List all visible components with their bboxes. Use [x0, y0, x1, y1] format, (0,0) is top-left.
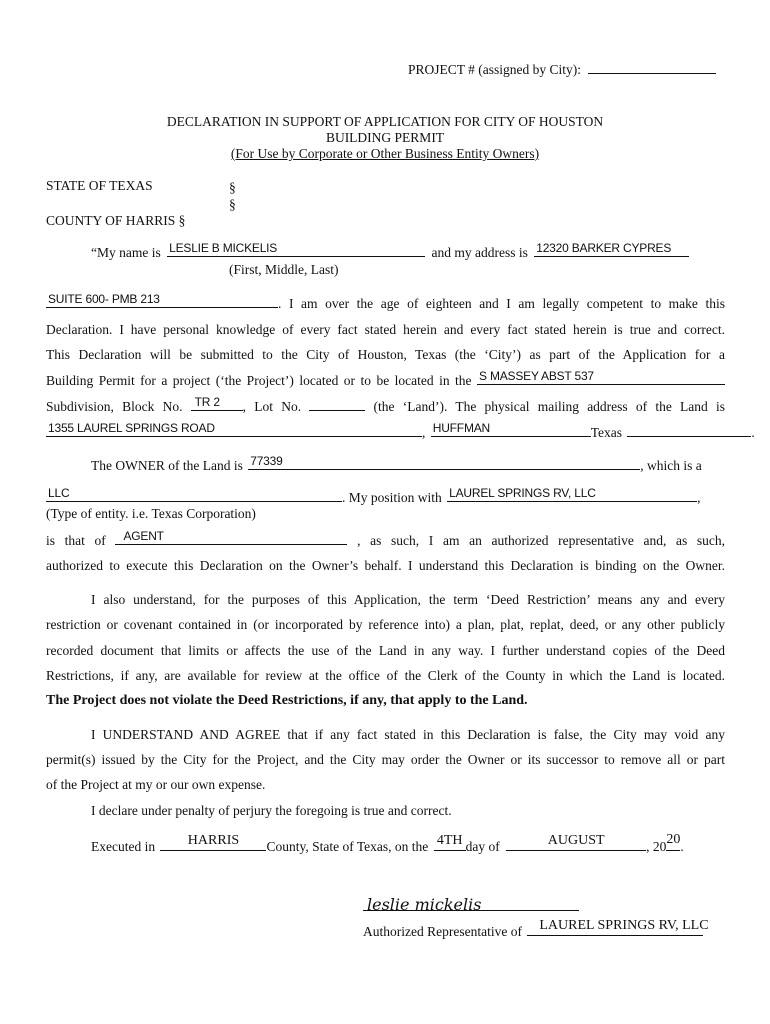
owner-field[interactable]	[248, 454, 640, 470]
county-field[interactable]	[160, 833, 266, 851]
deed-paragraph-line-1: I also understand, for the purposes of this Application, the term ‘Deed Restriction’ means any and every	[91, 592, 725, 607]
title-line-1: DECLARATION IN SUPPORT OF APPLICATION FOR CITY OF HOUSTON	[166, 114, 604, 129]
day-value: 4TH	[436, 833, 463, 848]
declaration-line: Declaration. I have personal knowledge of every fact stated herein and every fact stated herein is true and correct.	[46, 322, 725, 337]
deed-paragraph-line-2: restriction or covenant contained in (or incorporated by reference into) a plan, plat, replat, deed, or any other publicly	[46, 617, 725, 632]
year-suffix: .	[680, 839, 684, 854]
lot-label: , Lot No.	[242, 399, 302, 414]
authorized-rep-field[interactable]	[527, 918, 709, 936]
agree-line-3: of the Project at my or our own expense.	[46, 777, 266, 792]
agree-line-2: permit(s) issued by the City for the Project, and the City may order the Owner or its successor to remove all or part	[46, 752, 725, 767]
county-of-harris: COUNTY OF HARRIS §	[46, 213, 186, 228]
perjury-statement: I declare under penalty of perjury the foregoing is true and correct.	[91, 803, 452, 818]
year-field[interactable]	[666, 832, 681, 851]
address-value: 12320 BARKER CYPRES	[536, 241, 672, 255]
position-suffix: ,	[697, 490, 701, 505]
name-caption: (First, Middle, Last)	[229, 262, 339, 277]
my-name-prefix: “My name is	[91, 245, 161, 260]
land-address-field[interactable]	[46, 421, 422, 437]
year-prefix: , 20	[646, 839, 667, 854]
position-value: AGENT	[123, 529, 164, 543]
entity-caption: (Type of entity. i.e. Texas Corporation)	[46, 506, 256, 521]
deed-statement: The Project does not violate the Deed Restrictions, if any, that apply to the Land.	[46, 693, 528, 708]
address-continued-value: SUITE 600- PMB 213	[48, 292, 160, 306]
day-of-text: day of	[465, 839, 500, 854]
county-state-text: County, State of Texas, on the	[266, 839, 429, 854]
title-line-2: BUILDING PERMIT	[325, 130, 445, 145]
year-value: 20	[666, 832, 681, 847]
block-field[interactable]	[191, 395, 243, 411]
period: .	[751, 425, 755, 440]
company-value: LAUREL SPRINGS RV, LLC	[449, 486, 596, 500]
subdivision-field[interactable]	[477, 369, 725, 385]
authorized-rep-value: LAUREL SPRINGS RV, LLC	[539, 918, 709, 933]
name-address-line	[91, 241, 689, 261]
entity-line	[46, 486, 701, 506]
handwritten-signature: leslie mickelis	[367, 895, 482, 914]
agree-line-1: I UNDERSTAND AND AGREE that if any fact stated in this Declaration is false, the City may void any	[91, 727, 725, 742]
land-address-value: 1355 LAUREL SPRINGS ROAD	[48, 421, 215, 435]
name-value: LESLIE B MICKELIS	[169, 241, 278, 255]
block-lot-line	[46, 395, 726, 415]
lot-field[interactable]	[309, 399, 365, 411]
county-value: HARRIS	[187, 833, 240, 848]
section-symbol-2: §	[229, 197, 236, 212]
company-field[interactable]	[447, 486, 697, 502]
owner-value: 77339	[250, 454, 283, 468]
executed-in-label: Executed in	[91, 839, 156, 854]
comma: ,	[422, 425, 426, 440]
building-permit-text: Building Permit for a project (‘the Project’) located or to be located in the	[46, 373, 472, 388]
building-permit-line	[46, 369, 725, 389]
signature-line[interactable]	[363, 897, 579, 915]
block-value: TR 2	[194, 395, 220, 409]
section-symbol-1: §	[229, 180, 236, 195]
authorized-rep-line	[363, 918, 709, 940]
submitted-line: This Declaration will be submitted to the City of Houston, Texas (the ‘City’) as part of the Application for a	[46, 347, 725, 362]
land-text: (the ‘Land’). The physical mailing address of the Land is	[373, 399, 726, 414]
project-number-field[interactable]	[588, 62, 716, 74]
subdivision-value: S MASSEY ABST 537	[479, 369, 594, 383]
subdivision-label: Subdivision, Block No.	[46, 399, 183, 414]
city-field[interactable]	[431, 421, 591, 437]
position-field[interactable]	[115, 529, 347, 545]
title-line-3: (For Use by Corporate or Other Business Entity Owners)	[230, 146, 540, 161]
month-field[interactable]	[506, 833, 646, 851]
age-text: . I am over the age of eighteen and I am legally competent to make this	[278, 296, 725, 311]
address-prefix: and my address is	[431, 245, 528, 260]
entity-type-value: LLC	[48, 486, 70, 500]
deed-paragraph-line-4: Restrictions, if any, are available for review at the office of the Clerk of the County in which the Land is located.	[46, 668, 725, 683]
project-number-label: PROJECT # (assigned by City):	[408, 62, 582, 77]
address-continued-field[interactable]	[46, 292, 278, 308]
state-blank[interactable]	[627, 425, 751, 437]
authorized-rep-label: Authorized Representative of	[363, 924, 522, 939]
land-address-line	[46, 421, 755, 441]
age-line	[46, 292, 725, 312]
state-of-texas: STATE OF TEXAS	[46, 178, 153, 193]
address-field[interactable]	[534, 241, 689, 257]
deed-paragraph-line-3: recorded document that limits or affects the use of the Land in any way. I further understand copies of the Deed	[46, 643, 725, 658]
name-field[interactable]	[167, 241, 425, 257]
owner-suffix: , which is a	[640, 458, 702, 473]
authorized-line: authorized to execute this Declaration on the Owner’s behalf. I understand this Declaration is binding on the Owner.	[46, 558, 725, 573]
month-value: AUGUST	[547, 833, 605, 848]
texas-label: Texas	[590, 425, 623, 440]
is-that-of: is that of	[46, 533, 106, 548]
project-number-line	[408, 62, 716, 78]
entity-type-field[interactable]	[46, 486, 342, 502]
owner-line	[91, 454, 702, 474]
city-value: HUFFMAN	[432, 421, 491, 435]
owner-prefix: The OWNER of the Land is	[91, 458, 243, 473]
signature-field[interactable]	[363, 895, 579, 914]
representative-text: , as such, I am an authorized representative and, as such,	[357, 533, 726, 548]
executed-line	[91, 832, 684, 855]
position-prefix: . My position with	[342, 490, 442, 505]
day-field[interactable]	[434, 833, 466, 851]
position-line	[46, 529, 726, 549]
